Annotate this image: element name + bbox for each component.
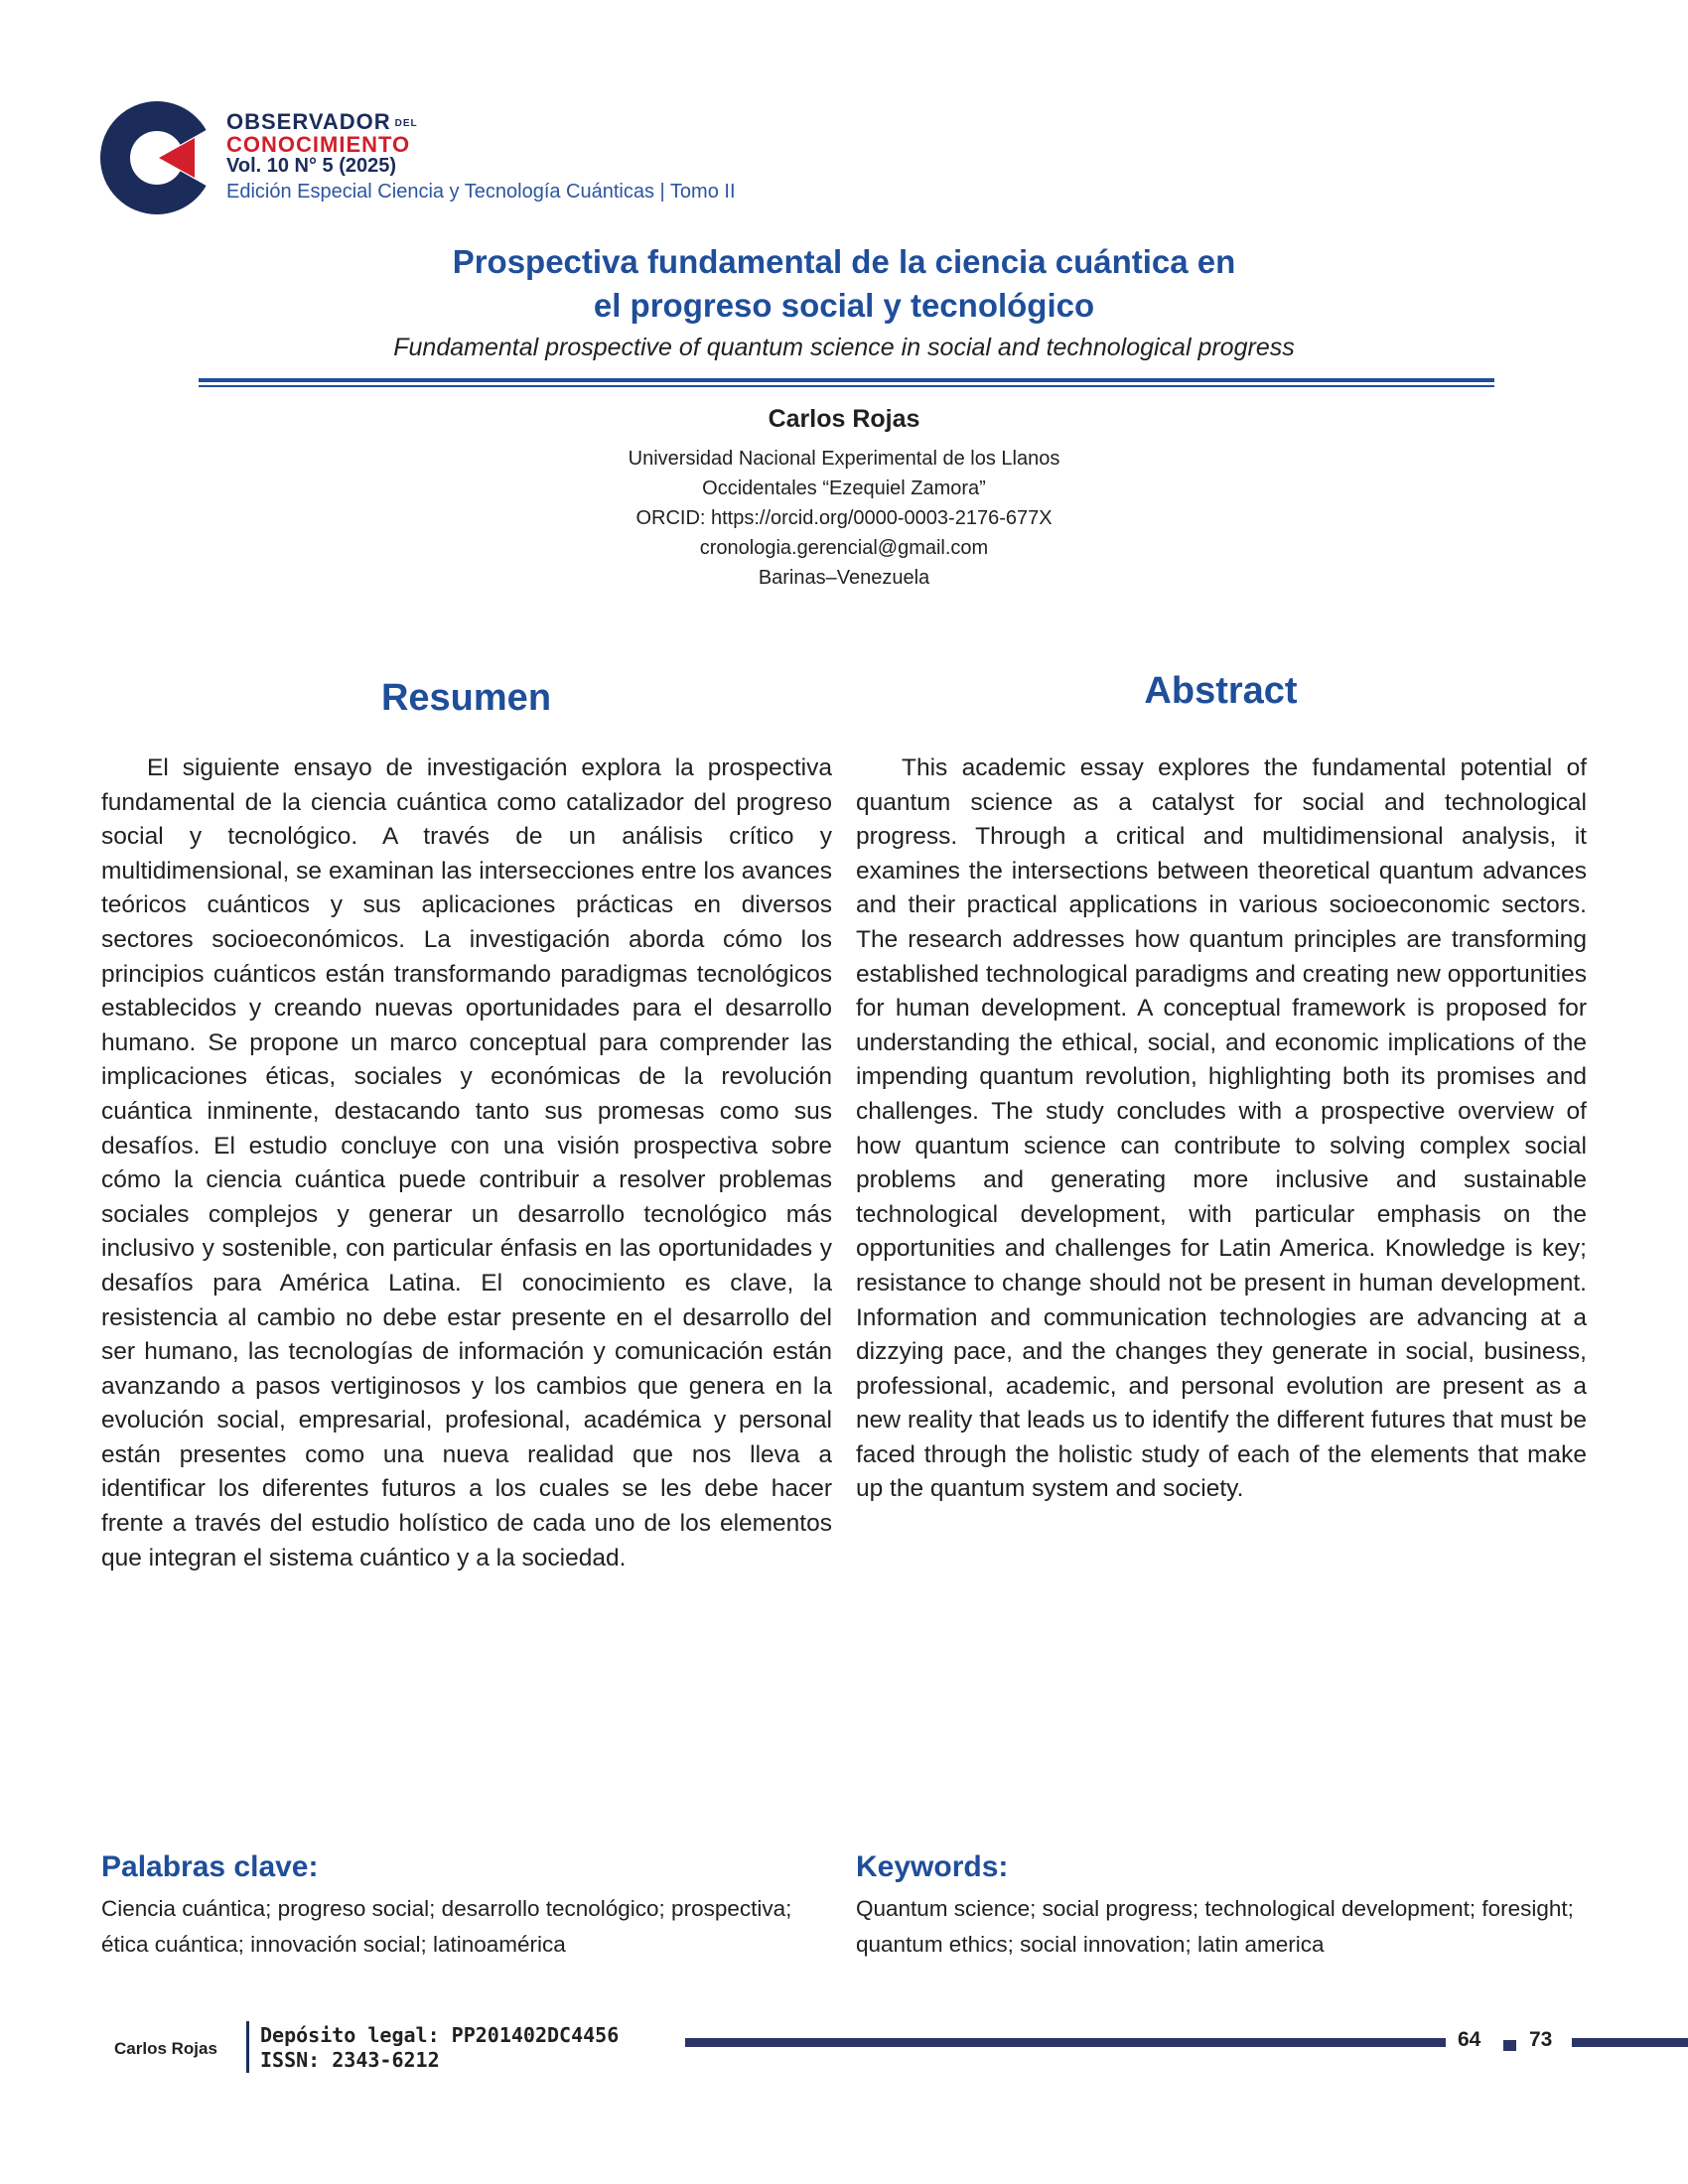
journal-name-line2: CONOCIMIENTO xyxy=(226,131,411,157)
resumen-heading: Resumen xyxy=(380,677,552,719)
title-rule-thin xyxy=(199,385,1494,387)
page-number-total: 73 xyxy=(1529,2028,1553,2051)
journal-edition: Edición Especial Ciencia y Tecnología Cuánticas | Tomo II xyxy=(226,181,736,203)
journal-name-line1: OBSERVADOR xyxy=(226,109,391,134)
journal-name xyxy=(226,111,418,155)
author-email: cronologia.gerencial@gmail.com xyxy=(699,537,989,559)
abstract-heading: Abstract xyxy=(1144,670,1298,712)
abstract-text: This academic essay explores the fundamental potential of quantum science as a catalyst for social and technological progress. Through a critical and multidimensional analysis, it examines the intersections between theoretical quantum advances and their practical applications in various socioeconomic sectors. The research addresses how quantum principles are transforming established technological paradigms and creating new opportunities for human development. A conceptual framework is proposed for understanding the ethical, social, and economic implications of the impending quantum revolution, highlighting both its promises and challenges. The study concludes with a prospective overview of how quantum science can contribute to solving complex social problems and generating more inclusive and sustainable technological development, with particular emphasis on the opportunities and challenges for Latin America. Knowledge is key; resistance to change should not be present in human development. Information and communication technologies are advancing at a dizzying pace, and the changes they generate in social, business, professional, academic, and personal evolution are present as a new reality that leads us to identify the different futures that must be faced through the holistic study of each of the elements that make up the quantum system and society. xyxy=(856,754,1587,1503)
footer-separator xyxy=(246,2021,249,2073)
title-rule-thick xyxy=(199,378,1494,382)
author-orcid: ORCID: https://orcid.org/0000-0003-2176-677X xyxy=(635,507,1053,529)
footer-author: Carlos Rojas xyxy=(114,2039,217,2058)
keywords-es-text: Ciencia cuántica; progreso social; desarrollo tecnológico; prospectiva; ética cuántica; innovación social; latinoamérica xyxy=(101,1896,792,1957)
journal-logo-icon xyxy=(99,99,218,216)
journal-volume: Vol. 10 N° 5 (2025) xyxy=(226,155,397,177)
keywords-en-text: Quantum science; social progress; technological development; foresight; quantum ethics; social innovation; latin america xyxy=(856,1896,1574,1957)
resumen-text: El siguiente ensayo de investigación explora la prospectiva fundamental de la ciencia cuántica como catalizador del progreso social y tecnológico. A través de un análisis crítico y multidimensional, se examinan las intersecciones entre los avances teóricos cuánticos y sus aplicaciones prácticas en diversos sectores socioeconómicos. La investigación aborda cómo los principios cuánticos están transformando paradigmas tecnológicos establecidos y creando nuevas oportunidades para el desarrollo humano. Se propone un marco conceptual para comprender las implicaciones éticas, sociales y económicas de la revolución cuántica inminente, destacando tanto sus promesas como sus desafíos. El estudio concluye con una visión prospectiva sobre cómo la ciencia cuántica puede contribuir a resolver problemas sociales complejos y generar un desarrollo tecnológico más inclusivo y sostenible, con particular énfasis en las oportunidades y desafíos para América Latina. El conocimiento es clave, la resistencia al cambio no debe estar presente en el desarrollo del ser humano, las tecnologías de información y comunicación están avanzando a pasos vertiginosos y los cambios que genera en la evolución social, empresarial, profesional, académica y personal están presentes como una nueva realidad que nos lleva a identificar los diferentes futuros a los cuales se les debe hacer frente a través del estudio holístico de cada uno de los elementos que integran el sistema cuántico y a la sociedad. xyxy=(101,754,832,1571)
journal-name-del: DEL xyxy=(394,117,418,129)
page-number-current: 64 xyxy=(1458,2028,1481,2051)
page-number-separator xyxy=(1503,2040,1516,2051)
footer-bar-right xyxy=(1572,2038,1688,2047)
article-title-line1: Prospectiva fundamental de la ciencia cuántica en xyxy=(452,243,1236,280)
footer-issn: ISSN: 2343-6212 xyxy=(260,2048,440,2072)
author-name: Carlos Rojas xyxy=(768,405,920,433)
author-block xyxy=(447,405,1241,593)
footer-deposito-legal: Depósito legal: PP201402DC4456 xyxy=(260,2023,620,2047)
author-location: Barinas–Venezuela xyxy=(758,567,930,589)
article-subtitle-en: Fundamental prospective of quantum science in social and technological progress xyxy=(393,334,1295,361)
keywords-en-heading: Keywords: xyxy=(856,1850,1009,1883)
author-affiliation-university-cont: Occidentales “Ezequiel Zamora” xyxy=(702,478,986,499)
footer-bar-left xyxy=(685,2038,1446,2047)
article-title-line2: el progreso social y tecnológico xyxy=(593,287,1095,324)
keywords-es-heading: Palabras clave: xyxy=(101,1850,319,1883)
author-affiliation-university: Universidad Nacional Experimental de los Llanos xyxy=(628,448,1060,470)
